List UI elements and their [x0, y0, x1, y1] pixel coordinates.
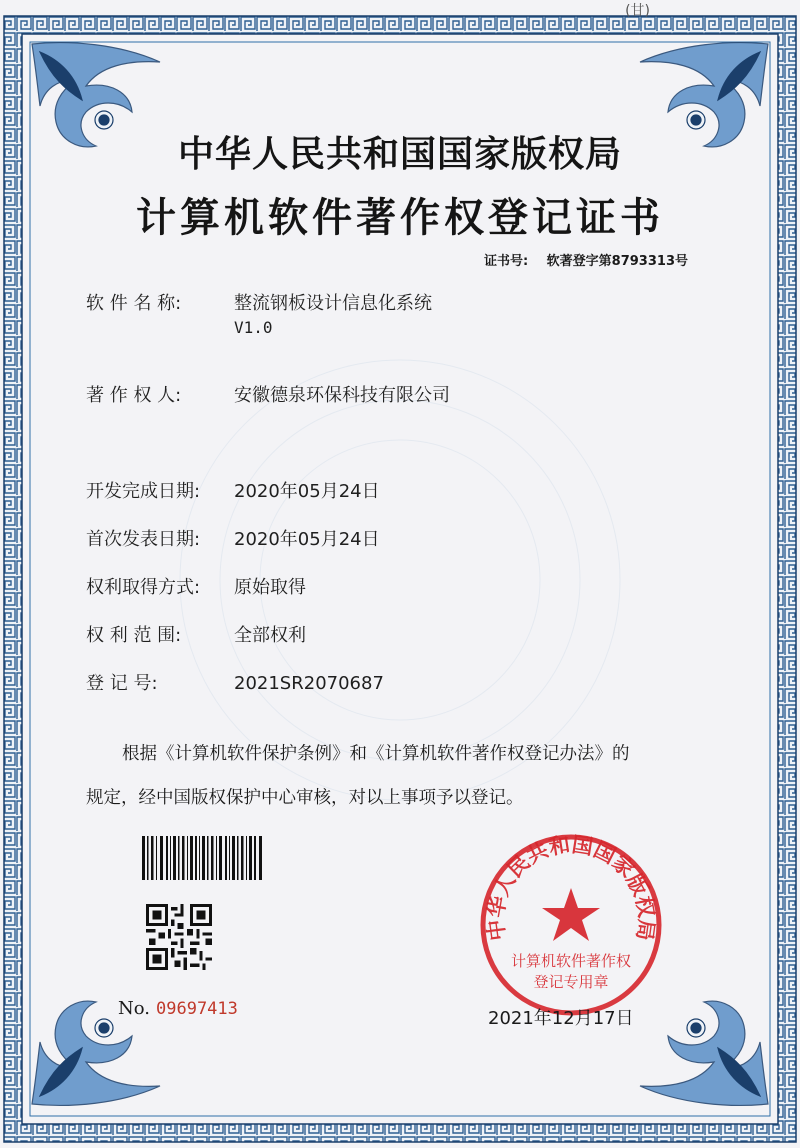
official-seal-icon [476, 830, 666, 1020]
field-value: 原始取得 [234, 577, 306, 598]
barcode-icon [142, 836, 262, 880]
field-label: 首次发表日期: [86, 529, 201, 550]
registration-statement [86, 732, 736, 820]
statement-line-1: 根据《计算机软件保护条例》和《计算机软件著作权登记办法》的 [122, 744, 630, 764]
field-value: 全部权利 [234, 625, 306, 646]
field-label: 著 作 权 人: [86, 385, 182, 406]
field-label: 开发完成日期: [86, 481, 201, 502]
field-registration-number [86, 672, 384, 696]
field-label: 权利取得方式: [86, 577, 201, 598]
field-value: 安徽德泉环保科技有限公司 [234, 385, 450, 406]
serial-label: No. [118, 998, 150, 1019]
certificate-number [484, 250, 688, 269]
field-publication-date [86, 528, 380, 552]
seal-outer-text: 中华人民共和国国家版权局 [483, 832, 659, 942]
software-version: V1.0 [234, 318, 273, 337]
issue-date: 2021年12月17日 [488, 1008, 634, 1029]
field-rights-scope [86, 624, 306, 648]
field-acquisition-method [86, 576, 306, 600]
field-value: 2020年05月24日 [234, 481, 380, 502]
field-label: 权 利 范 围: [86, 625, 182, 646]
field-development-date [86, 480, 380, 504]
field-label: 软 件 名 称: [86, 293, 182, 314]
field-label: 登 记 号: [86, 673, 158, 694]
field-value: 2021SR2070687 [234, 673, 384, 694]
field-software-name [86, 292, 432, 340]
field-copyright-owner [86, 384, 450, 408]
top-note: (甘) [625, 3, 650, 19]
seal-inner-line-2: 登记专用章 [533, 973, 609, 991]
certificate-number-value: 软著登字第8793313号 [546, 254, 688, 269]
software-name: 整流钢板设计信息化系统 [234, 293, 432, 314]
seal-inner-line-1: 计算机软件著作权 [510, 952, 632, 970]
serial-value: 09697413 [156, 999, 238, 1019]
qr-code-icon [146, 904, 212, 970]
certificate-number-label: 证书号: [483, 254, 529, 269]
issuing-authority: 中华人民共和国国家版权局 [177, 133, 622, 175]
serial-number [118, 998, 238, 1019]
field-value [234, 292, 432, 340]
statement-line-2: 规定，经中国版权保护中心审核，对以上事项予以登记。 [86, 788, 524, 808]
field-value: 2020年05月24日 [234, 529, 380, 550]
certificate-title: 计算机软件著作权登记证书 [136, 194, 664, 241]
